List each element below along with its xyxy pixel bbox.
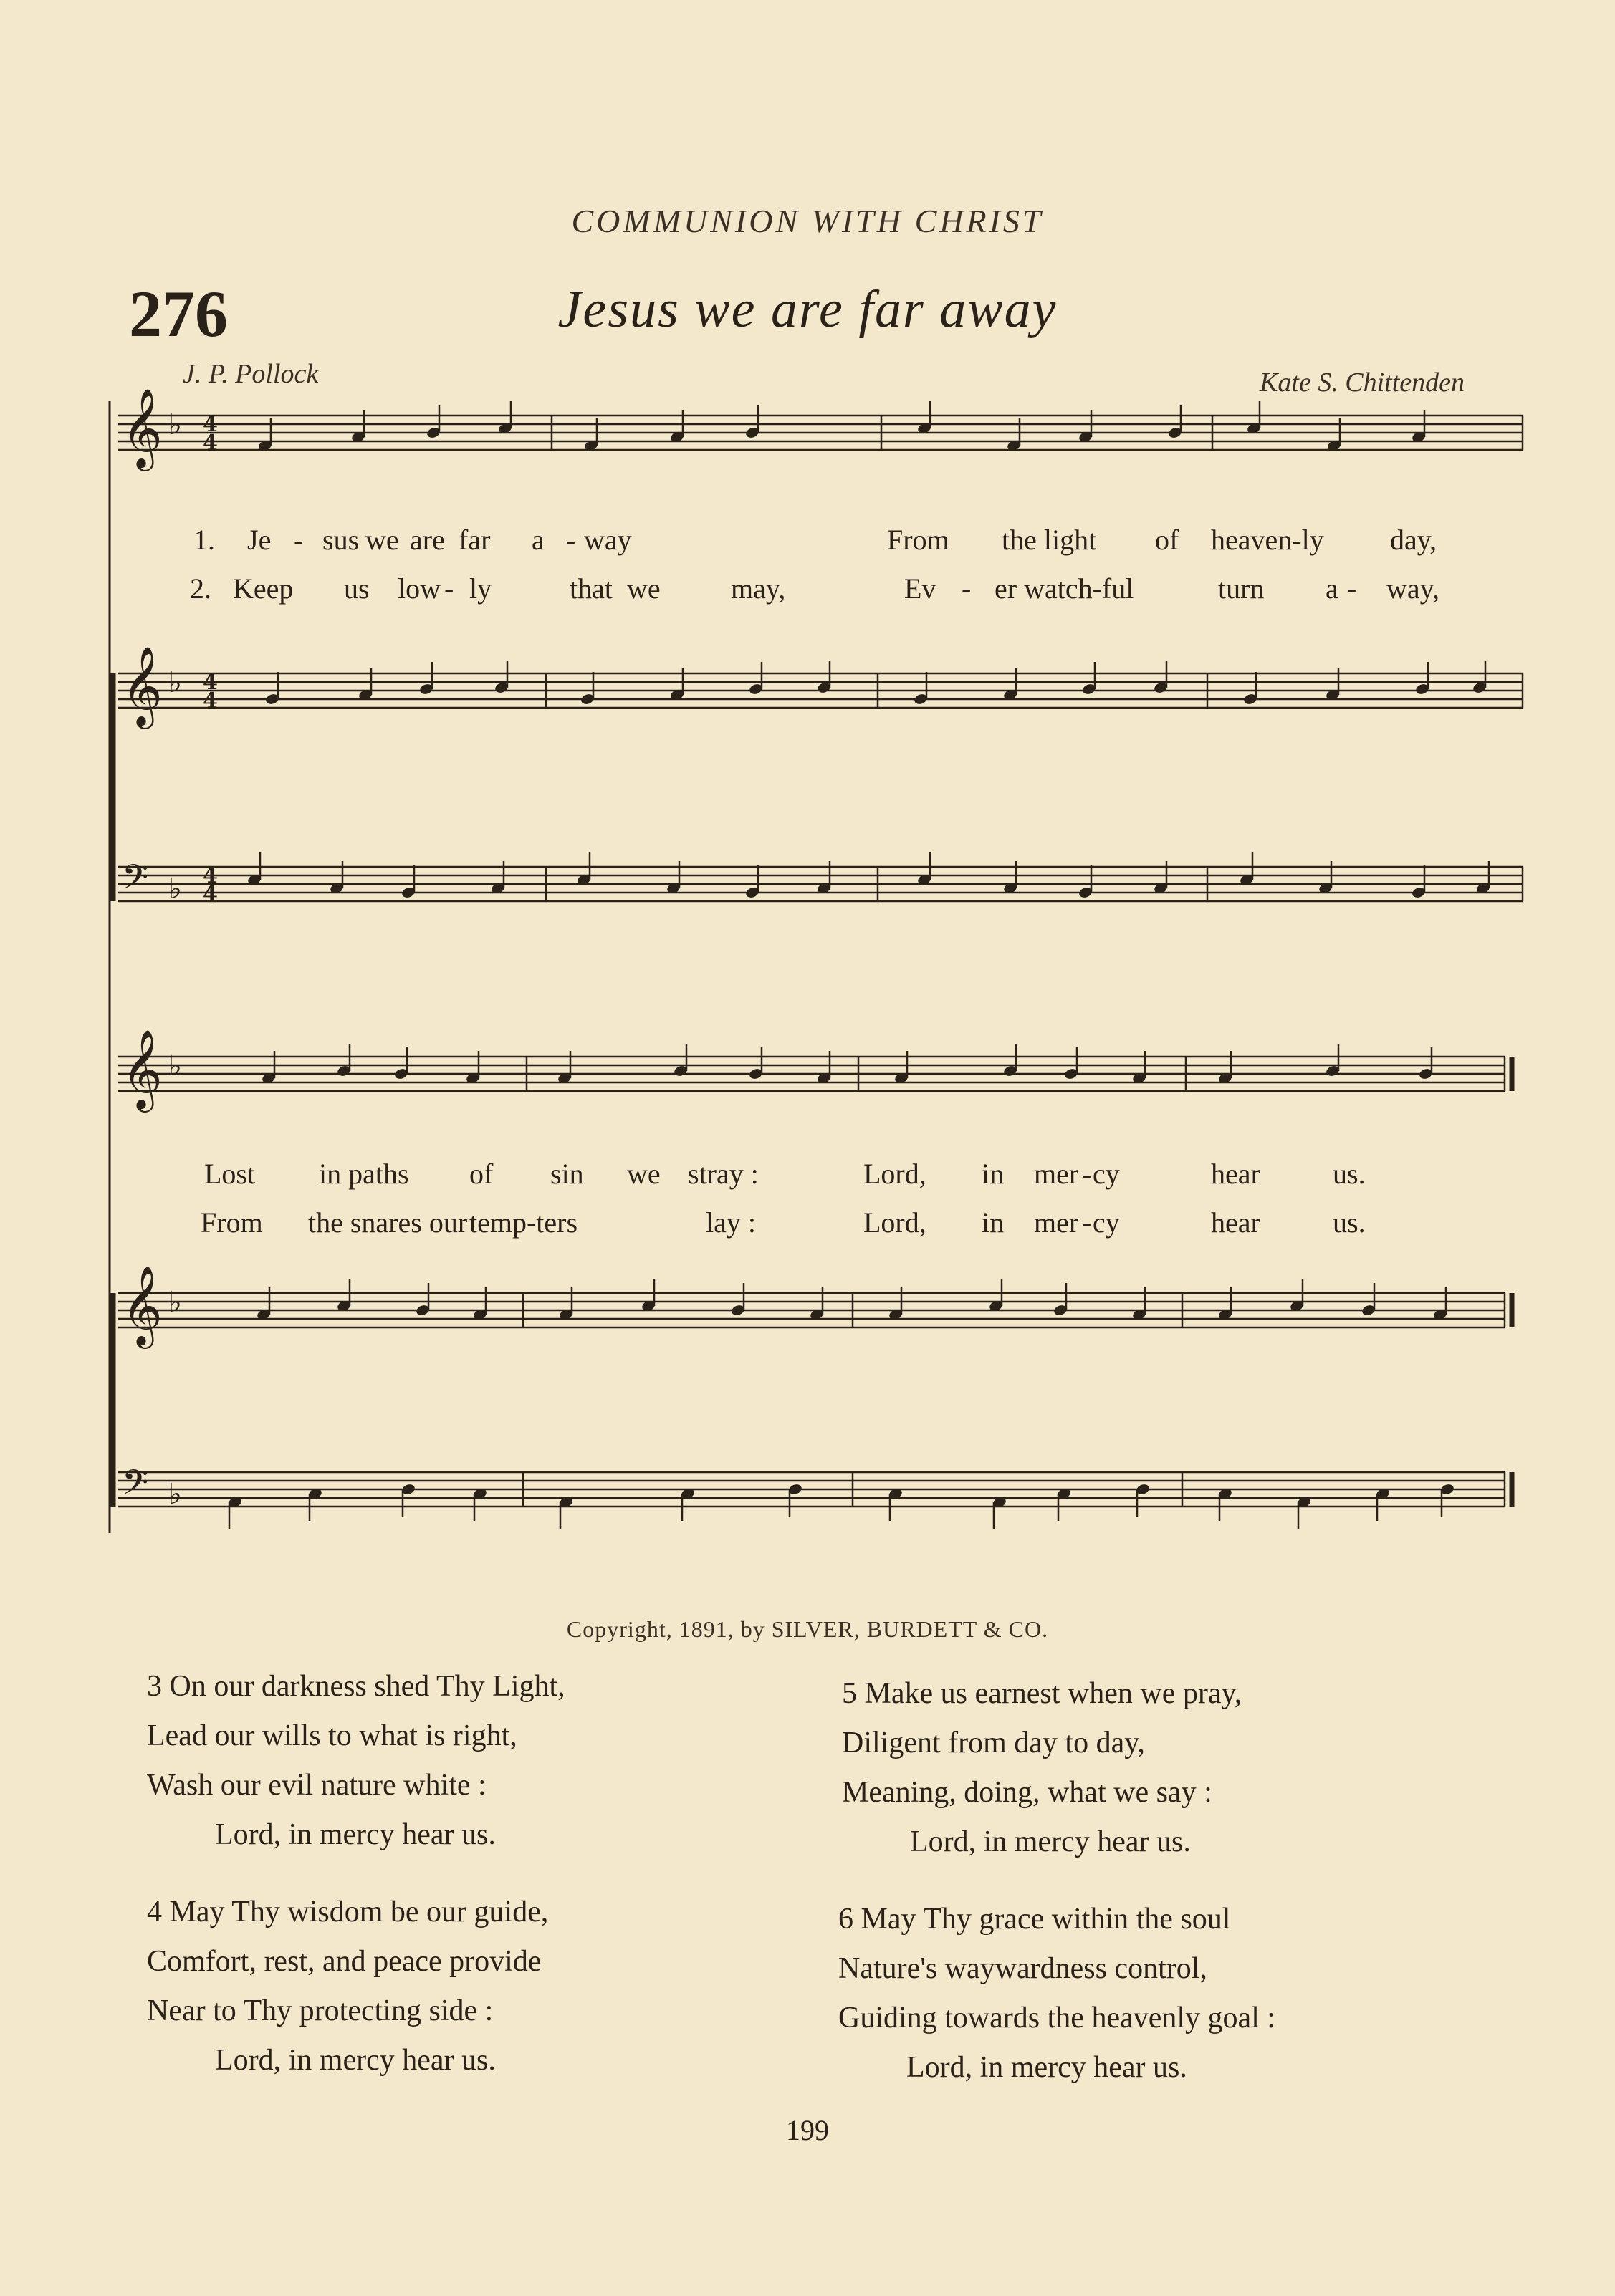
lyric-syllable: are xyxy=(410,524,445,556)
lyric-syllable: Je xyxy=(247,524,272,556)
lyric-syllable: stray : xyxy=(688,1158,759,1190)
hymn-number: 276 xyxy=(129,277,228,350)
lyric-syllable: - xyxy=(1347,572,1357,605)
hymn-title: Jesus we are far away xyxy=(557,280,1058,339)
stanza-line: Nature's waywardness control, xyxy=(838,1952,1207,1985)
lyric-syllable: the snares our xyxy=(308,1206,468,1239)
lyric-syllable: ly xyxy=(469,572,492,605)
lyric-syllable: way, xyxy=(1386,572,1440,605)
lyric-syllable: heaven-ly xyxy=(1211,524,1324,556)
lyric-syllable: in paths xyxy=(319,1158,409,1190)
lyric-syllable: Lord, xyxy=(863,1206,926,1239)
lyric-syllable: - xyxy=(566,524,576,556)
melody-staff-2 xyxy=(118,1057,1512,1091)
lyric-syllable: - xyxy=(1082,1158,1092,1190)
lyric-syllable: turn xyxy=(1218,572,1265,605)
lyric-syllable: sin xyxy=(550,1158,584,1190)
lyric-syllable: From xyxy=(201,1206,263,1239)
hymn-author: J. P. Pollock xyxy=(183,359,319,389)
lyric-syllable: Ev xyxy=(904,572,936,605)
lyric-syllable: we xyxy=(365,524,399,556)
lyric-syllable: Lord, xyxy=(863,1158,926,1190)
stanza-line: Diligent from day to day, xyxy=(842,1726,1146,1759)
lyric-syllable: Lost xyxy=(204,1158,256,1190)
stanza-6 xyxy=(838,1895,1275,2093)
lyric-syllable: temp-ters xyxy=(469,1206,578,1239)
stanza-line: 6 May Thy grace within the soul xyxy=(838,1903,1231,1936)
lyric-syllable: 1. xyxy=(193,524,215,556)
stanza-refrain: Lord, in mercy hear us. xyxy=(910,1825,1191,1858)
lyric-syllable: us xyxy=(344,572,370,605)
time-signature-bottom: 4 xyxy=(203,431,218,456)
lyric-syllable: - xyxy=(294,524,304,556)
key-signature-flat: ♭ xyxy=(168,1049,182,1082)
lyric-syllable: cy xyxy=(1093,1158,1120,1190)
stanza-line: Near to Thy protecting side : xyxy=(147,1994,494,2027)
lyric-syllable: sus xyxy=(322,524,360,556)
key-signature-flat: ♭ xyxy=(168,1478,182,1511)
stanza-line: Guiding towards the heavenly goal : xyxy=(838,2002,1276,2035)
key-signature-flat: ♭ xyxy=(168,666,182,699)
stanza-line: 4 May Thy wisdom be our guide, xyxy=(147,1896,549,1928)
lyric-syllable: the light xyxy=(1002,524,1097,556)
key-signature-flat: ♭ xyxy=(168,408,182,441)
lyric-syllable: er watch-ful xyxy=(995,572,1134,605)
page-number: 199 xyxy=(786,2114,829,2146)
lyric-syllable: Keep xyxy=(233,572,294,605)
lyric-syllable: that xyxy=(570,572,613,605)
hymn-composer: Kate S. Chittenden xyxy=(1259,368,1465,398)
lyric-syllable: of xyxy=(1155,524,1179,556)
bass-staff-1 xyxy=(118,867,1523,901)
key-signature-flat: ♭ xyxy=(168,873,182,906)
lyric-syllable: lay : xyxy=(706,1206,756,1239)
lyric-syllable: - xyxy=(1082,1206,1092,1239)
lyric-syllable: From xyxy=(887,524,949,556)
lyric-syllable: way xyxy=(584,524,632,556)
treble-clef: 𝄞 xyxy=(122,645,163,726)
music-score xyxy=(107,387,1526,1576)
key-signature-flat: ♭ xyxy=(168,1286,182,1319)
lyric-syllable: a xyxy=(1326,572,1338,605)
stanza-refrain: Lord, in mercy hear us. xyxy=(906,2051,1187,2084)
lyric-syllable: us. xyxy=(1333,1206,1366,1239)
lyric-syllable: far xyxy=(459,524,491,556)
stanza-line: Wash our evil nature white : xyxy=(147,1769,487,1802)
stanza-line: 3 On our darkness shed Thy Light, xyxy=(147,1670,565,1703)
bass-clef: 𝄢 xyxy=(122,857,149,906)
copyright-notice: Copyright, 1891, by SILVER, BURDETT & CO. xyxy=(566,1616,1049,1642)
time-signature-bottom: 4 xyxy=(203,882,218,907)
lyric-syllable: mer xyxy=(1034,1158,1079,1190)
stanza-refrain: Lord, in mercy hear us. xyxy=(215,2044,496,2077)
lyric-syllable: we xyxy=(627,1158,661,1190)
treble-clef: 𝄞 xyxy=(122,1265,163,1345)
lyric-syllable: us. xyxy=(1333,1158,1366,1190)
lyric-syllable: hear xyxy=(1211,1158,1260,1190)
time-signature-top: 4 xyxy=(203,670,218,695)
lyric-syllable: hear xyxy=(1211,1206,1260,1239)
time-signature-bottom: 4 xyxy=(203,688,218,714)
stanza-line: Comfort, rest, and peace provide xyxy=(147,1945,542,1978)
time-signature-top: 4 xyxy=(203,412,218,437)
bass-clef: 𝄢 xyxy=(122,1462,149,1511)
stanza-5 xyxy=(842,1669,1242,1867)
melody-staff-1 xyxy=(118,416,1523,450)
lyric-syllable: a xyxy=(532,524,545,556)
lyric-syllable: in xyxy=(982,1206,1005,1239)
lyric-syllable: in xyxy=(982,1158,1005,1190)
stanza-3 xyxy=(147,1662,565,1860)
time-signature-top: 4 xyxy=(203,863,218,888)
stanza-4 xyxy=(147,1888,548,2085)
lyric-syllable: - xyxy=(444,572,454,605)
stanza-line: 5 Make us earnest when we pray, xyxy=(842,1677,1242,1710)
treble-clef: 𝄞 xyxy=(122,1029,163,1109)
lyric-syllable: mer xyxy=(1034,1206,1079,1239)
running-head: COMMUNION WITH CHRIST xyxy=(571,203,1044,239)
lyric-syllable: 2. xyxy=(190,572,211,605)
stanza-line: Lead our wills to what is right, xyxy=(147,1719,517,1752)
lyric-syllable: - xyxy=(962,572,972,605)
stanza-line: Meaning, doing, what we say : xyxy=(842,1776,1212,1809)
lyric-syllable: of xyxy=(469,1158,494,1190)
lyric-syllable: we xyxy=(627,572,661,605)
stanza-refrain: Lord, in mercy hear us. xyxy=(215,1818,496,1851)
lyric-syllable: cy xyxy=(1093,1206,1120,1239)
treble-clef: 𝄞 xyxy=(122,388,163,468)
lyric-syllable: low xyxy=(398,572,441,605)
lyric-syllable: day, xyxy=(1390,524,1437,556)
lyric-syllable: may, xyxy=(731,572,786,605)
